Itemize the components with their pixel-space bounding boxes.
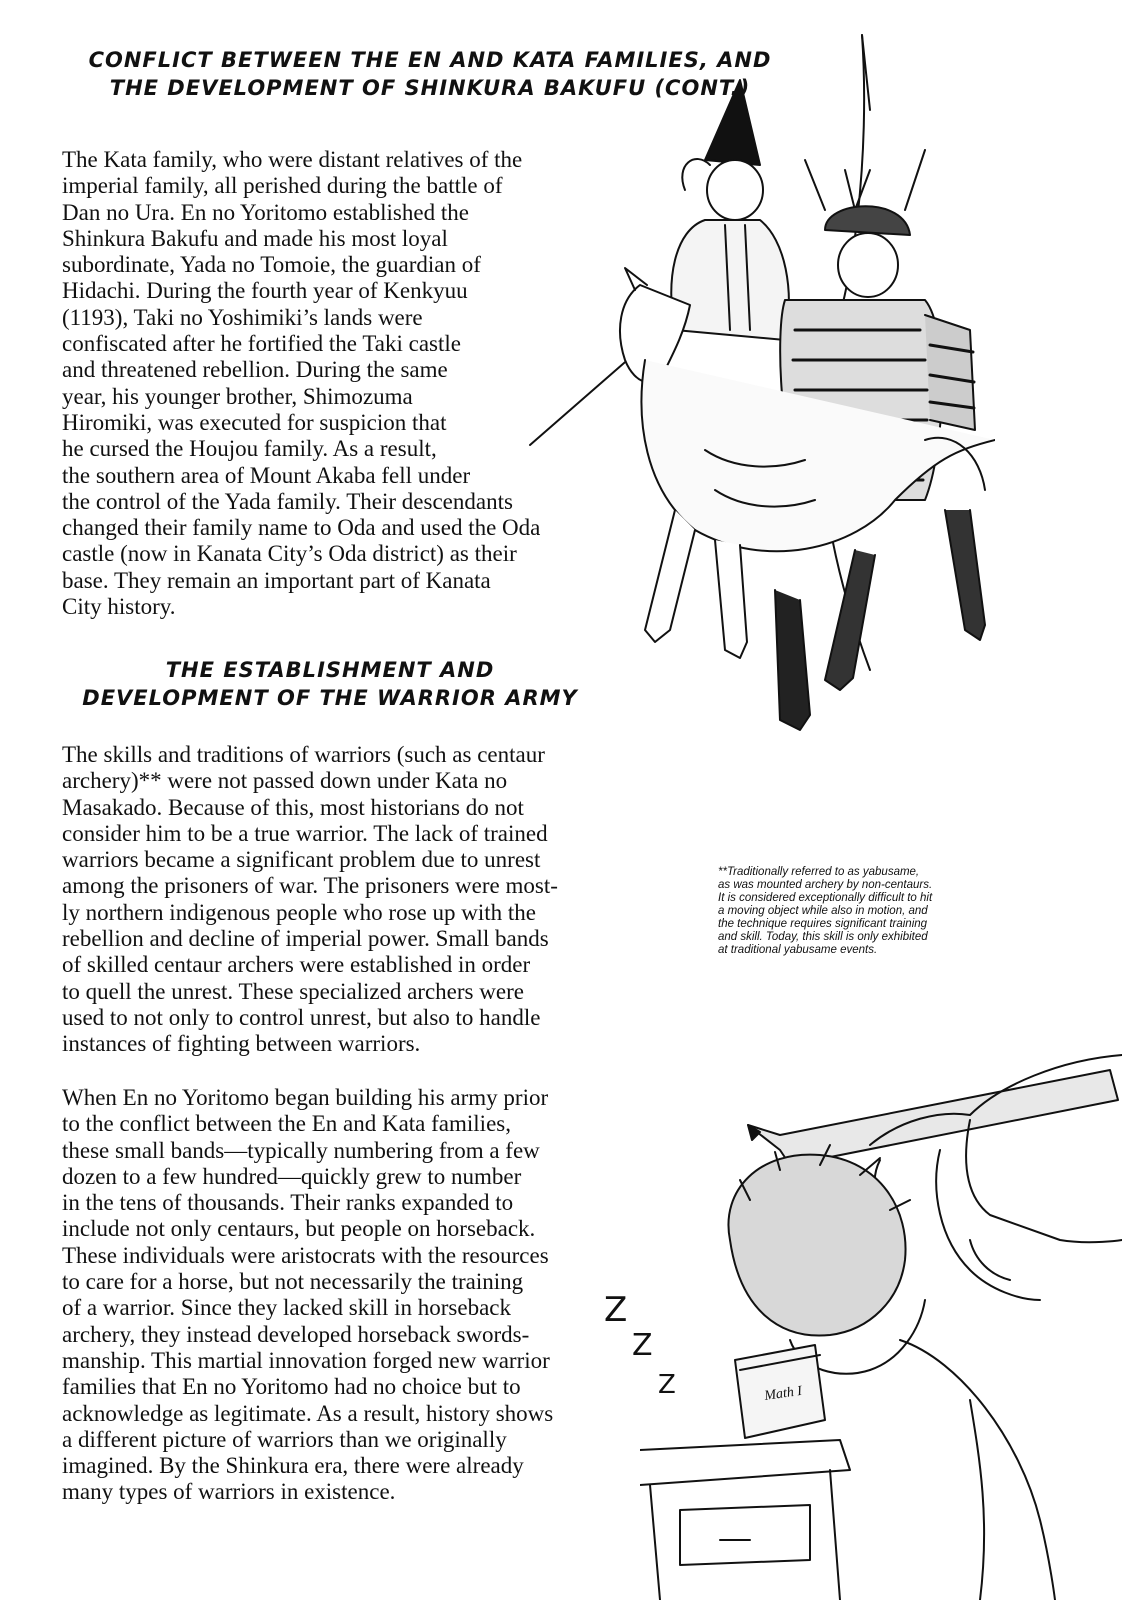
- text-line: of a warrior. Since they lacked skill in horseback: [62, 1295, 511, 1321]
- snore-z: Z: [632, 1328, 653, 1363]
- text-line: dozen to a few hundred—quickly grew to number: [62, 1163, 522, 1189]
- text-line: to the conflict between the En and Kata families,: [62, 1111, 511, 1137]
- text-line: (1193), Taki no Yoshimiki’s lands were: [62, 304, 423, 330]
- footnote-line: a moving object while also in motion, and: [718, 905, 928, 917]
- footnote-line: **Traditionally referred to as yabusame,: [718, 866, 920, 878]
- text-line: many types of warriors in existence.: [62, 1479, 396, 1505]
- text-line: the southern area of Mount Akaba fell under: [62, 462, 471, 488]
- text-line: among the prisoners of war. The prisoners were most-: [62, 873, 558, 899]
- text-line: City history.: [62, 594, 176, 620]
- footnote-line: as was mounted archery by non-centaurs.: [718, 879, 933, 891]
- section2-paragraph-1: [62, 742, 558, 1058]
- text-line: When En no Yoritomo began building his army prior: [62, 1085, 549, 1110]
- text-line: he cursed the Houjou family. As a result,: [62, 436, 437, 462]
- text-line: manship. This martial innovation forged new warrior: [62, 1347, 550, 1373]
- footnote: [718, 866, 1018, 957]
- text-line: acknowledge as legitimate. As a result, history shows: [62, 1400, 554, 1426]
- text-line: the control of the Yada family. Their descendants: [62, 488, 513, 514]
- text-line: changed their family name to Oda and used the Oda: [62, 515, 541, 541]
- section2-heading-line: DEVELOPMENT OF THE WARRIOR ARMY: [82, 686, 578, 710]
- text-line: imagined. By the Shinkura era, there were already: [62, 1453, 524, 1479]
- text-line: instances of fighting between warriors.: [62, 1031, 421, 1057]
- text-line: Hiromiki, was executed for suspicion that: [62, 409, 447, 435]
- sleeping-student-illustration: [640, 1040, 1122, 1600]
- text-line: Hidachi. During the fourth year of Kenkyuu: [62, 278, 468, 304]
- text-line: and threatened rebellion. During the same: [62, 357, 448, 383]
- notebook-label: Math I: [763, 1383, 803, 1404]
- text-line: year, his younger brother, Shimozuma: [62, 383, 413, 409]
- text-line: used to not only to control unrest, but also to handle: [62, 1004, 541, 1030]
- snore-z: Z: [604, 1290, 628, 1330]
- text-line: Dan no Ura. En no Yoritomo established the: [62, 199, 469, 225]
- text-line: The skills and traditions of warriors (such as centaur: [62, 742, 545, 767]
- text-line: in the tens of thousands. Their ranks expanded to: [62, 1190, 514, 1216]
- text-line: consider him to be a true warrior. The lack of trained: [62, 820, 548, 846]
- text-line: ly northern indigenous people who rose up with the: [62, 899, 536, 925]
- text-line: base. They remain an important part of Kanata: [62, 567, 491, 593]
- footnote-line: It is considered exceptionally difficult to hit: [718, 892, 933, 904]
- text-line: warriors became a significant problem due to unrest: [62, 847, 541, 873]
- text-line: these small bands—typically numbering from a few: [62, 1137, 540, 1163]
- mounted-warriors-illustration: [525, 30, 995, 750]
- text-line: of skilled centaur archers were established in order: [62, 952, 531, 978]
- section2-heading-line: THE ESTABLISHMENT AND: [165, 658, 495, 682]
- footnote-line: the technique requires significant training: [718, 918, 928, 930]
- text-line: Shinkura Bakufu and made his most loyal: [62, 225, 448, 251]
- text-line: a different picture of warriors than we originally: [62, 1426, 507, 1452]
- pencil-shape: [748, 1070, 1118, 1165]
- text-line: archery, they instead developed horseback swords-: [62, 1321, 530, 1347]
- text-line: confiscated after he fortified the Taki castle: [62, 331, 461, 357]
- text-line: families that En no Yoritomo had no choice but to: [62, 1374, 521, 1400]
- text-line: imperial family, all perished during the battle of: [62, 173, 503, 199]
- text-line: to quell the unrest. These specialized archers were: [62, 978, 524, 1004]
- text-line: These individuals were aristocrats with the resources: [62, 1242, 549, 1268]
- text-line: Masakado. Because of this, most historians do not: [62, 794, 524, 820]
- snore-z: Z: [658, 1370, 676, 1400]
- text-line: rebellion and decline of imperial power. Small bands: [62, 926, 549, 952]
- footnote-line: and skill. Today, this skill is only exhibited: [718, 931, 928, 943]
- eboshi-hat: [705, 80, 760, 165]
- text-line: The Kata family, who were distant relatives of the: [62, 147, 523, 172]
- footnote-line: at traditional yabusame events.: [718, 944, 878, 956]
- text-line: archery)** were not passed down under Kata no: [62, 768, 508, 794]
- text-line: castle (now in Kanata City’s Oda district) as their: [62, 541, 517, 567]
- section2-paragraph-2: [62, 1085, 553, 1506]
- text-line: include not only centaurs, but people on horseback.: [62, 1216, 536, 1242]
- student-hair: [728, 1155, 905, 1336]
- text-line: subordinate, Yada no Tomoie, the guardian of: [62, 252, 481, 278]
- section1-heading-line: CONFLICT BETWEEN THE EN AND KATA FAMILIES, AND: [88, 48, 772, 72]
- section1-heading-line: THE DEVELOPMENT OF SHINKURA BAKUFU (CONT.): [109, 76, 751, 100]
- text-line: to care for a horse, but not necessarily the training: [62, 1269, 524, 1295]
- section1-paragraph: [62, 147, 540, 620]
